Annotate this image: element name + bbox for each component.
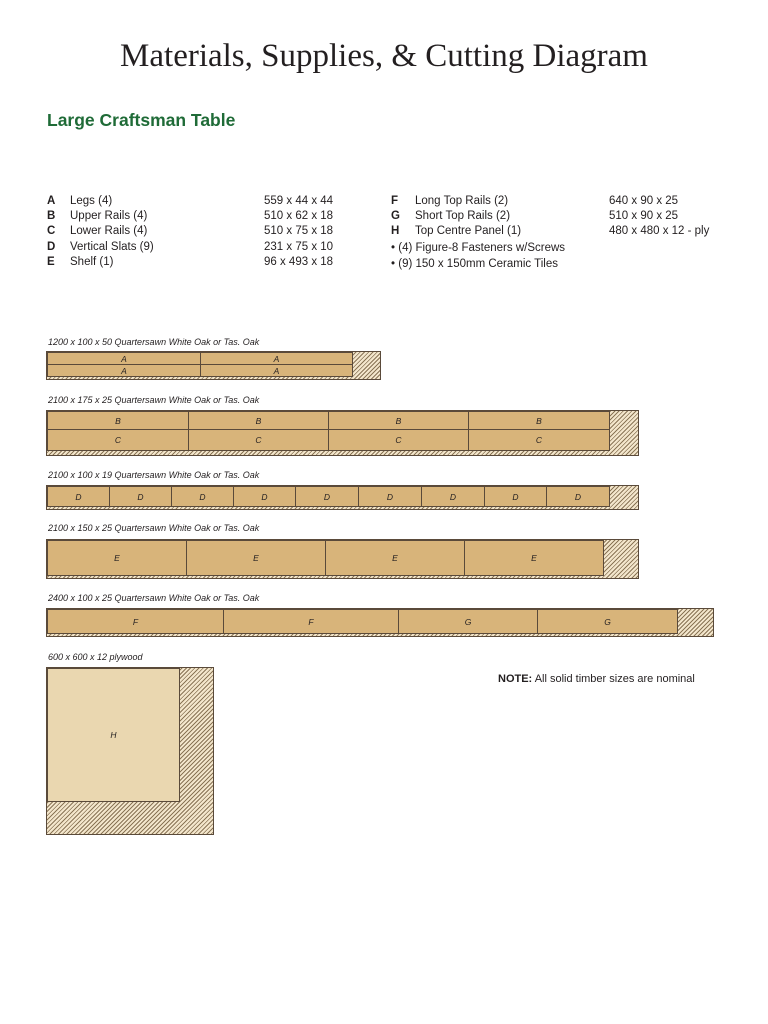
- part-name: Lower Rails (4): [70, 225, 148, 238]
- board-slats: [46, 485, 639, 510]
- part-dimensions: 640 x 90 x 25: [609, 195, 679, 207]
- board-label: 1200 x 100 x 50 Quartersawn White Oak or Tas. Oak: [48, 337, 260, 347]
- cut-piece: B: [468, 411, 610, 430]
- cut-piece: D: [546, 486, 610, 507]
- part-dimensions: 231 x 75 x 10: [264, 240, 334, 253]
- part-name: Top Centre Panel (1): [415, 225, 522, 238]
- cut-piece: C: [188, 429, 329, 451]
- board-rails: [46, 410, 639, 456]
- supply-item: • (9) 150 x 150mm Ceramic Tiles: [391, 258, 559, 270]
- parts-list-left: [47, 194, 357, 270]
- cut-piece: D: [233, 486, 296, 507]
- cut-piece: E: [464, 540, 604, 576]
- cut-piece: A: [47, 364, 201, 377]
- cut-piece: B: [188, 411, 329, 430]
- cut-piece: B: [328, 411, 469, 430]
- part-row: [47, 224, 357, 239]
- cut-piece: D: [171, 486, 234, 507]
- project-subtitle: Large Craftsman Table: [47, 110, 236, 130]
- cut-piece: D: [421, 486, 485, 507]
- part-row: [47, 255, 357, 270]
- part-letter: H: [391, 225, 400, 238]
- part-dimensions: 96 x 493 x 18: [264, 255, 334, 268]
- cut-piece: G: [398, 609, 538, 634]
- part-row: [47, 209, 357, 224]
- cut-piece: H: [47, 668, 180, 802]
- part-letter: D: [47, 240, 56, 253]
- cut-piece: F: [223, 609, 399, 634]
- note-text: All solid timber sizes are nominal: [534, 673, 695, 685]
- supply-text: (9) 150 x 150mm Ceramic Tiles: [398, 258, 559, 270]
- cut-piece: C: [47, 429, 189, 451]
- part-dimensions: 510 x 90 x 25: [609, 210, 679, 223]
- cut-piece: G: [537, 609, 678, 634]
- part-name: Legs (4): [70, 195, 113, 207]
- part-name: Short Top Rails (2): [415, 210, 511, 223]
- cut-piece: D: [47, 486, 110, 507]
- part-name: Vertical Slats (9): [70, 240, 154, 253]
- cut-piece: C: [328, 429, 469, 451]
- part-letter: A: [47, 195, 56, 207]
- cut-piece: A: [47, 352, 201, 365]
- part-letter: F: [391, 195, 399, 207]
- board-plywood: [46, 667, 214, 835]
- part-dimensions: 559 x 44 x 44: [264, 195, 334, 207]
- part-letter: B: [47, 210, 56, 223]
- part-name: Long Top Rails (2): [415, 195, 509, 207]
- cut-piece: E: [47, 540, 187, 576]
- cut-piece: F: [47, 609, 224, 634]
- supply-item: • (4) Figure-8 Fasteners w/Screws: [391, 242, 566, 254]
- part-name: Upper Rails (4): [70, 210, 148, 223]
- part-row: [47, 194, 357, 209]
- cut-piece: D: [484, 486, 547, 507]
- board-label: 2400 x 100 x 25 Quartersawn White Oak or Tas. Oak: [48, 593, 260, 603]
- board-label: 2100 x 100 x 19 Quartersawn White Oak or Tas. Oak: [48, 470, 260, 480]
- part-row: [47, 240, 357, 255]
- part-dimensions: 510 x 75 x 18: [264, 225, 334, 238]
- board-label: 2100 x 175 x 25 Quartersawn White Oak or Tas. Oak: [48, 395, 260, 405]
- cut-piece: D: [295, 486, 359, 507]
- page-title: Materials, Supplies, & Cutting Diagram: [120, 38, 648, 74]
- cut-piece: A: [200, 352, 353, 365]
- cut-piece: B: [47, 411, 189, 430]
- cut-piece: D: [358, 486, 422, 507]
- part-letter: C: [47, 225, 56, 238]
- part-letter: G: [391, 210, 400, 223]
- part-row: [391, 224, 731, 239]
- parts-list-right: [391, 194, 731, 240]
- part-dimensions: 510 x 62 x 18: [264, 210, 334, 223]
- note: [498, 673, 695, 685]
- board-legs: [46, 351, 381, 380]
- supply-text: (4) Figure-8 Fasteners w/Screws: [398, 242, 566, 254]
- cut-piece: E: [186, 540, 326, 576]
- supplies-list: [391, 240, 565, 272]
- part-letter: E: [47, 255, 55, 268]
- cut-piece: D: [109, 486, 172, 507]
- cut-piece: A: [200, 364, 353, 377]
- board-label: 600 x 600 x 12 plywood: [48, 652, 143, 662]
- board-label: 2100 x 150 x 25 Quartersawn White Oak or Tas. Oak: [48, 523, 260, 533]
- part-row: [391, 194, 731, 209]
- part-name: Shelf (1): [70, 255, 114, 268]
- board-top-rails: [46, 608, 714, 637]
- board-shelf: [46, 539, 639, 579]
- cut-piece: E: [325, 540, 465, 576]
- part-row: [391, 209, 731, 224]
- part-dimensions: 480 x 480 x 12 - ply: [609, 225, 710, 238]
- cut-piece: C: [468, 429, 610, 451]
- note-label: NOTE:: [498, 673, 533, 685]
